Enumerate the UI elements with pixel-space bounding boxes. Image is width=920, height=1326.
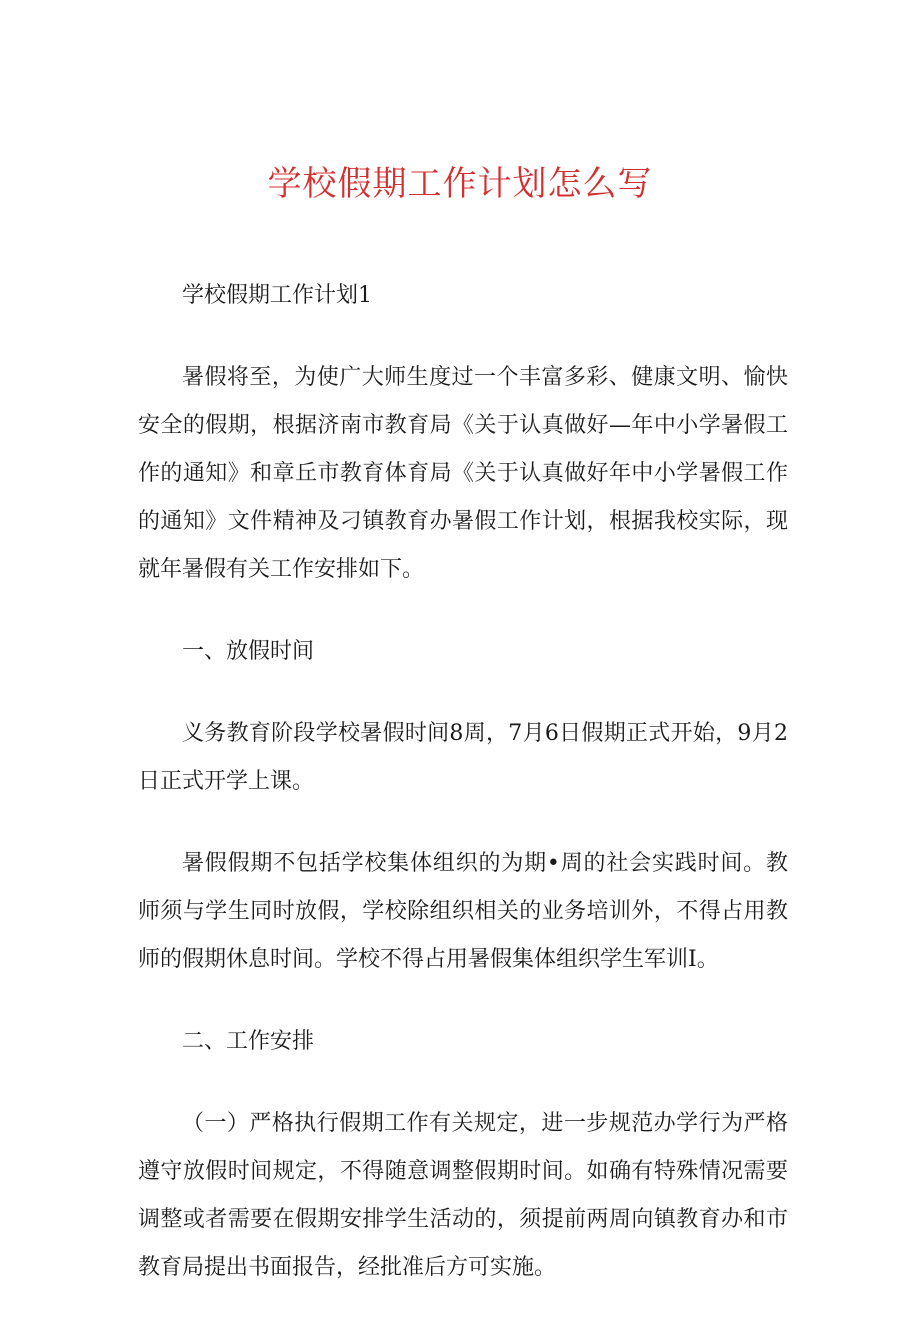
section-heading-vacation-time: 一、放假时间 [182, 639, 315, 664]
document-body [138, 272, 788, 1326]
document-title: 学校假期工作计划怎么写 [267, 164, 653, 204]
section-heading-work-arrangement: 二、工作安排 [182, 1029, 315, 1054]
vacation-rules-paragraph: 暑假假期不包括学校集体组织的为期•周的社会实践时间。教师须与学生同时放假，学校除组织相关的业务培训外，不得占用教师的假期休息时间。学校不得占用暑假集体组织学生军训I。 [138, 851, 788, 972]
work-arrangement-paragraph: （一）严格执行假期工作有关规定，进一步规范办学行为严格遵守放假时间规定，不得随意调整假期时间。如确有特殊情况需要调整或者需要在假期安排学生活动的，须提前两周向镇教育办和市教育局提出书面报告，经批准后方可实施。 [138, 1111, 788, 1280]
intro-paragraph: 暑假将至，为使广大师生度过一个丰富多彩、健康文明、愉快安全的假期，根据济南市教育局《关于认真做好—年中小学暑假工作的通知》和章丘市教育体育局《关于认真做好年中小学暑假工作的通知》文件精神及刁镇教育办暑假工作计划，根据我校实际，现就年暑假有关工作安排如下。 [138, 365, 788, 582]
vacation-time-paragraph: 义务教育阶段学校暑假时间8周，7月6日假期正式开始，9月2日正式开学上课。 [138, 721, 788, 794]
section-subtitle: 学校假期工作计划1 [182, 283, 372, 308]
